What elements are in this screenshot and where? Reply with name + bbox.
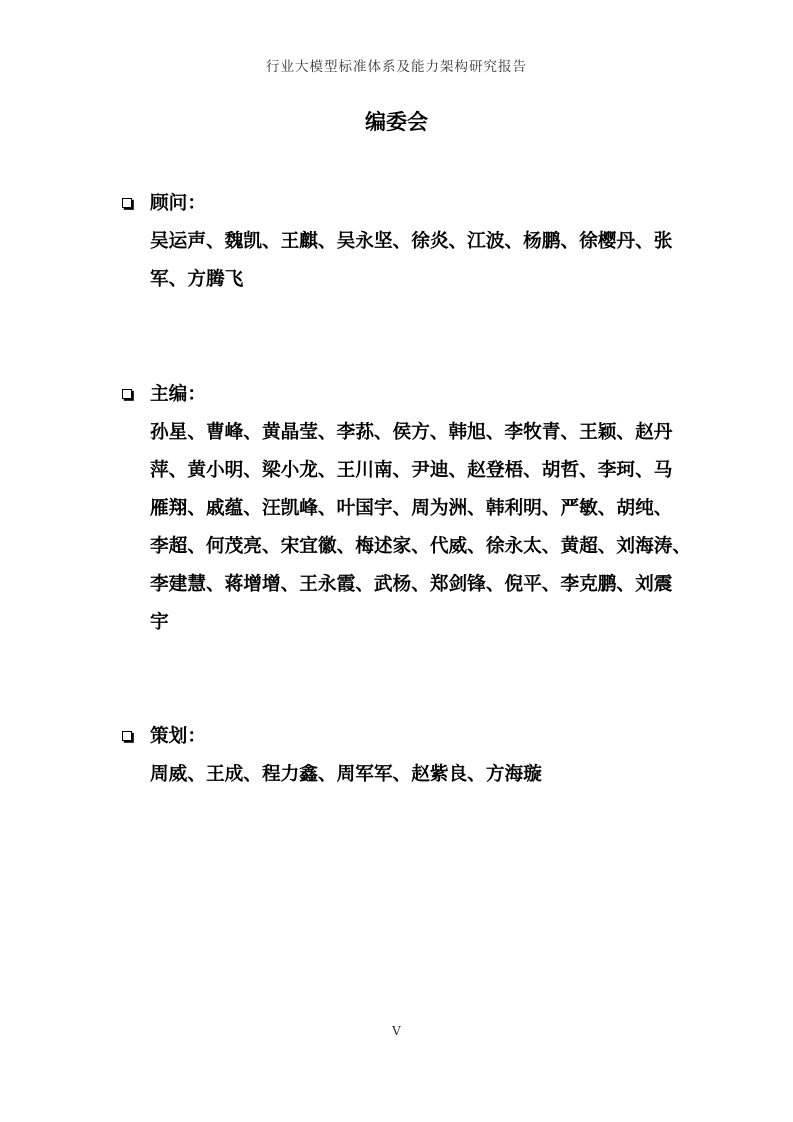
checkbox-bullet-icon [122, 731, 132, 741]
section-advisors [122, 185, 742, 299]
name-list-line: 李建慧、蒋增增、王永霞、武杨、郑剑锋、倪平、李克鹏、刘震 [150, 574, 673, 595]
section-heading-advisors [122, 185, 742, 223]
section-heading-label: 顾问： [150, 193, 206, 214]
name-list-line: 宇 [150, 612, 169, 633]
name-list-line: 雁翔、戚蕴、汪凯峰、叶国宇、周为洲、韩利明、严敏、胡纯、 [150, 498, 673, 519]
section-heading-editors [122, 376, 742, 414]
name-list-line: 军、方腾飞 [150, 269, 244, 290]
section-heading-label: 策划： [150, 726, 206, 747]
section-planning [122, 718, 742, 794]
name-list-line: 李超、何茂亮、宋宜徽、梅述家、代威、徐永太、黄超、刘海涛、 [150, 536, 692, 557]
section-heading-label: 主编： [150, 384, 206, 405]
name-list-line: 周威、王成、程力鑫、周军军、赵紫良、方海璇 [150, 764, 542, 785]
section-heading-planning [122, 718, 742, 756]
name-list-line: 萍、黄小明、梁小龙、王川南、尹迪、赵登梧、胡哲、李珂、马 [150, 460, 673, 481]
name-list-line: 孙星、曹峰、黄晶莹、李荪、侯方、韩旭、李牧青、王颖、赵丹 [150, 422, 673, 443]
checkbox-bullet-icon [122, 389, 132, 399]
name-list-line: 吴运声、魏凯、王麒、吴永坚、徐炎、江波、杨鹏、徐樱丹、张 [150, 231, 673, 252]
page-number: V [392, 1024, 401, 1038]
section-editors [122, 376, 742, 642]
page-title: 编委会 [365, 110, 428, 134]
checkbox-bullet-icon [122, 198, 132, 208]
running-header: 行业大模型标准体系及能力架构研究报告 [266, 59, 527, 75]
